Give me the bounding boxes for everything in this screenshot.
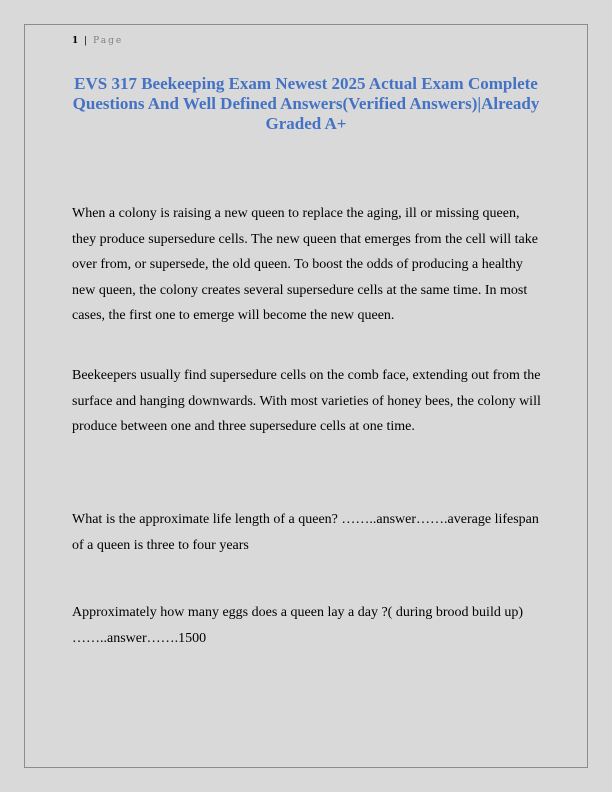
page-number: 1 [72,36,79,46]
page-separator: | [84,36,88,46]
page-label: Page [93,36,124,46]
question-answer-eggs-per-day: Approximately how many eggs does a queen lay a day ?( during brood build up) ……..answer…….1500 [72,605,524,646]
paragraph-supersedure-cells: When a colony is raising a new queen to replace the aging, ill or missing queen, they produce supersedure cells. The new queen that emerges from the cell will take over from, or supersede, the old queen. To boost the odds of producing a healthy new queen, the colony creates several supersedure cells at the same time. In most cases, the first one to emerge will become the new queen. [72,206,538,323]
document-title: EVS 317 Beekeeping Exam Newest 2025 Actual Exam Complete Questions And Well Defined Answers(Verified Answers)|Already Graded A+ [72,74,540,133]
page-header [72,36,123,46]
paragraph-cell-location: Beekeepers usually find supersedure cells on the comb face, extending out from the surface and hanging downwards. With most varieties of honey bees, the colony will produce between one and three supersedure cells at one time. [72,368,541,434]
question-answer-queen-lifespan: What is the approximate life length of a queen? ……..answer…….average lifespan of a queen is three to four years [72,512,539,553]
